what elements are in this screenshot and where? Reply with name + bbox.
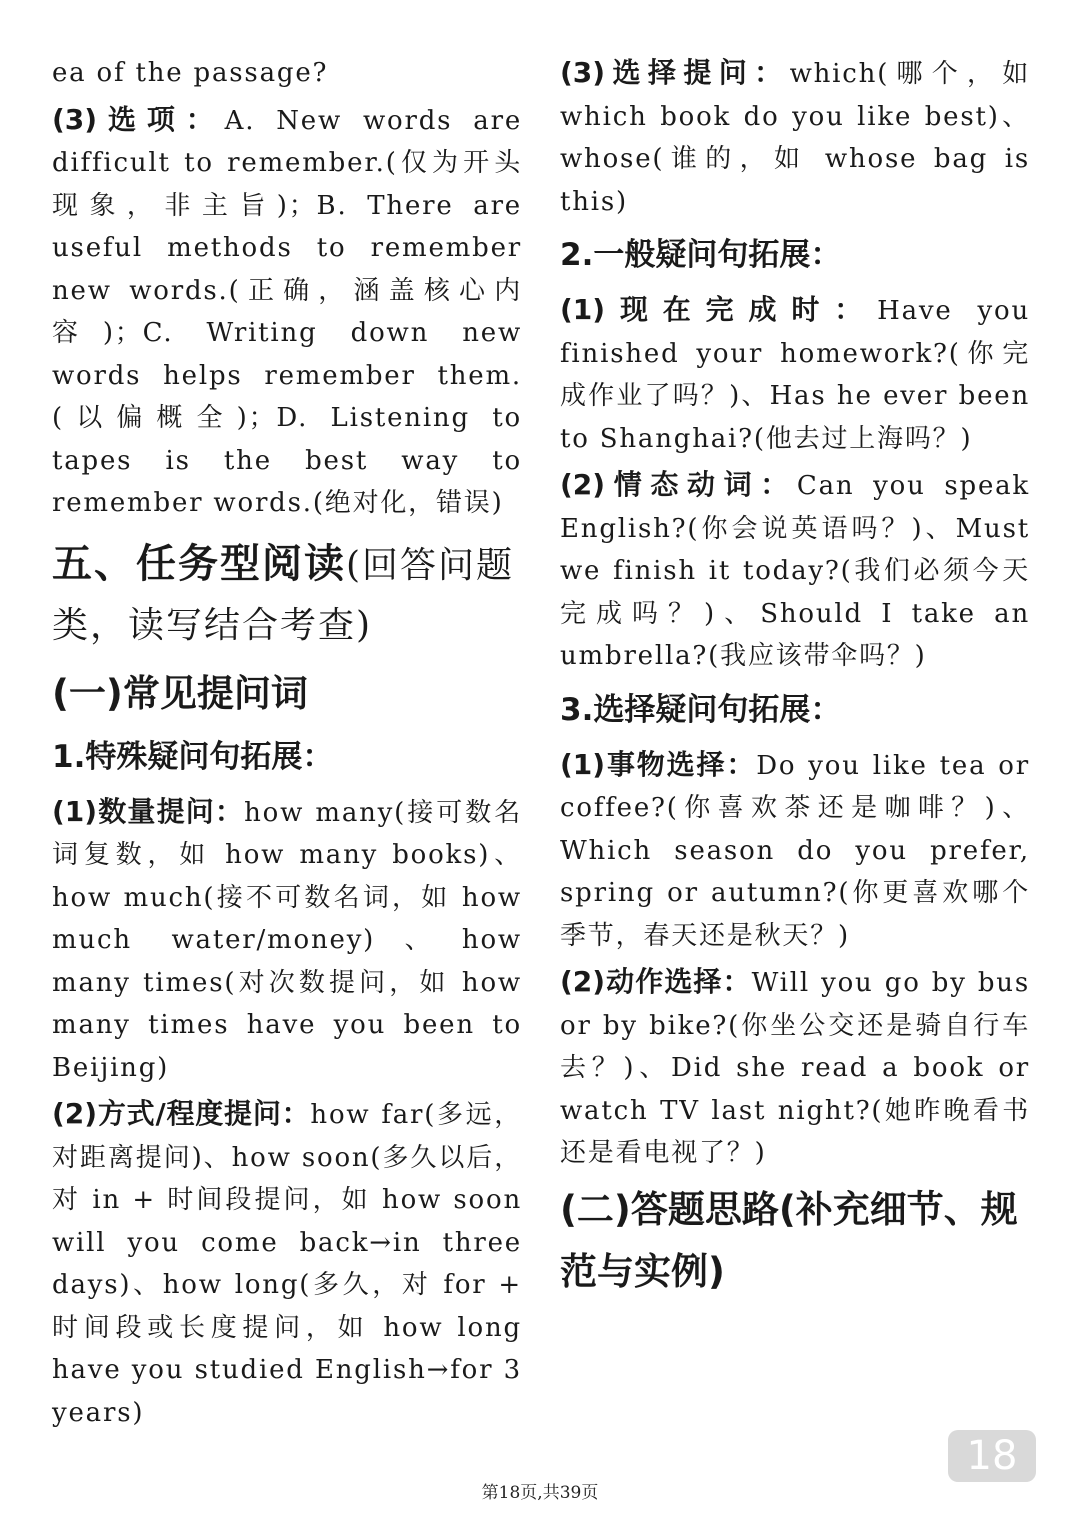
action-choice-paragraph <box>560 961 1030 1175</box>
options-text: A. New words are difficult to remember.(仅为开头现象，非主旨)；B. There are useful methods to remember new words.(正确，涵盖核心内容)；C. Writing down new words helps remember them.(以偏概全)；D. Listening to tapes is the best way to remember words.(绝对化，错误) <box>52 105 523 518</box>
quantity-question-paragraph <box>52 791 522 1090</box>
quantity-question-label: (1)数量提问： <box>52 794 245 828</box>
alternative-question-heading: 3.选择疑问句拓展： <box>560 691 842 728</box>
thing-choice-label: (1)事物选择： <box>560 747 757 781</box>
present-perfect-paragraph <box>560 289 1030 460</box>
section-title-note: (回答问题类，读写结合考查) <box>52 544 515 646</box>
present-perfect-text: Have you finished your homework?(你完成作业了吗？)、Has he ever been to Shanghai?(他去过上海吗？) <box>560 296 1030 454</box>
manner-question-label: (2)方式/程度提问： <box>52 1097 311 1130</box>
action-choice-text: Will you go by bus or by bike?(你坐公交还是骑自行车去？)、Did she read a book or watch TV last night?(她昨晚看书还是看电视了？) <box>560 968 1030 1168</box>
special-question-heading: 1.特殊疑问句拓展： <box>52 738 334 775</box>
general-question-heading: 2.一般疑问句拓展： <box>560 237 842 273</box>
choice-question-text: which(哪个，如 which book do you like best)、whose(谁的，如 whose bag is this) <box>560 59 1031 217</box>
page-number-badge: 18 <box>948 1430 1036 1482</box>
subsection-heading-2: (二)答题思路(补充细节、规范与实例) <box>560 1187 1018 1293</box>
right-column <box>560 52 1030 1305</box>
manner-question-text: how far(多远，对距离提问)、how soon(多久以后，对 in + 时间段提问，如 how soon will you come back→in three days)、how long(多久，对 for + 时间段或长度提问，如 how long have you studied English→for 3 years) <box>52 1100 522 1428</box>
section-title-main: 五、任务型阅读 <box>52 540 346 587</box>
present-perfect-label: (1)现在完成时： <box>560 293 878 326</box>
modal-verb-label: (2)情态动词： <box>560 468 797 501</box>
quantity-question-text: how many(接可数名词复数，如 how many books)、how much(接不可数名词，如 how much water/money)、how many times(对次数提问，如 how many times have you been to Beijing) <box>52 797 522 1083</box>
subsection-heading-1: (一)常见提问词 <box>52 671 308 715</box>
action-choice-label: (2)动作选择： <box>560 965 752 998</box>
thing-choice-text: Do you like tea or coffee?(你喜欢茶还是咖啡？)、Which season do you prefer, spring or autumn?(你更喜欢哪个季节，春天还是秋天？) <box>560 750 1030 951</box>
options-label: (3)选项： <box>52 102 225 136</box>
manner-question-paragraph <box>52 1093 522 1434</box>
left-column <box>52 52 522 1438</box>
choice-question-label: (3)选择提问： <box>560 56 790 89</box>
page-footer: 第18页,共39页 <box>481 1483 599 1503</box>
thing-choice-paragraph <box>560 744 1030 958</box>
options-paragraph <box>52 99 522 525</box>
modal-verb-text: Can you speak English?(你会说英语吗？)、Must we finish it today?(我们必须今天完成吗？)、Should I take an umbrella?(我应该带伞吗？) <box>560 471 1030 671</box>
choice-question-paragraph <box>560 52 1030 223</box>
modal-verb-paragraph <box>560 464 1030 678</box>
section-title <box>52 535 522 655</box>
passage-fragment: ea of the passage? <box>52 58 329 88</box>
